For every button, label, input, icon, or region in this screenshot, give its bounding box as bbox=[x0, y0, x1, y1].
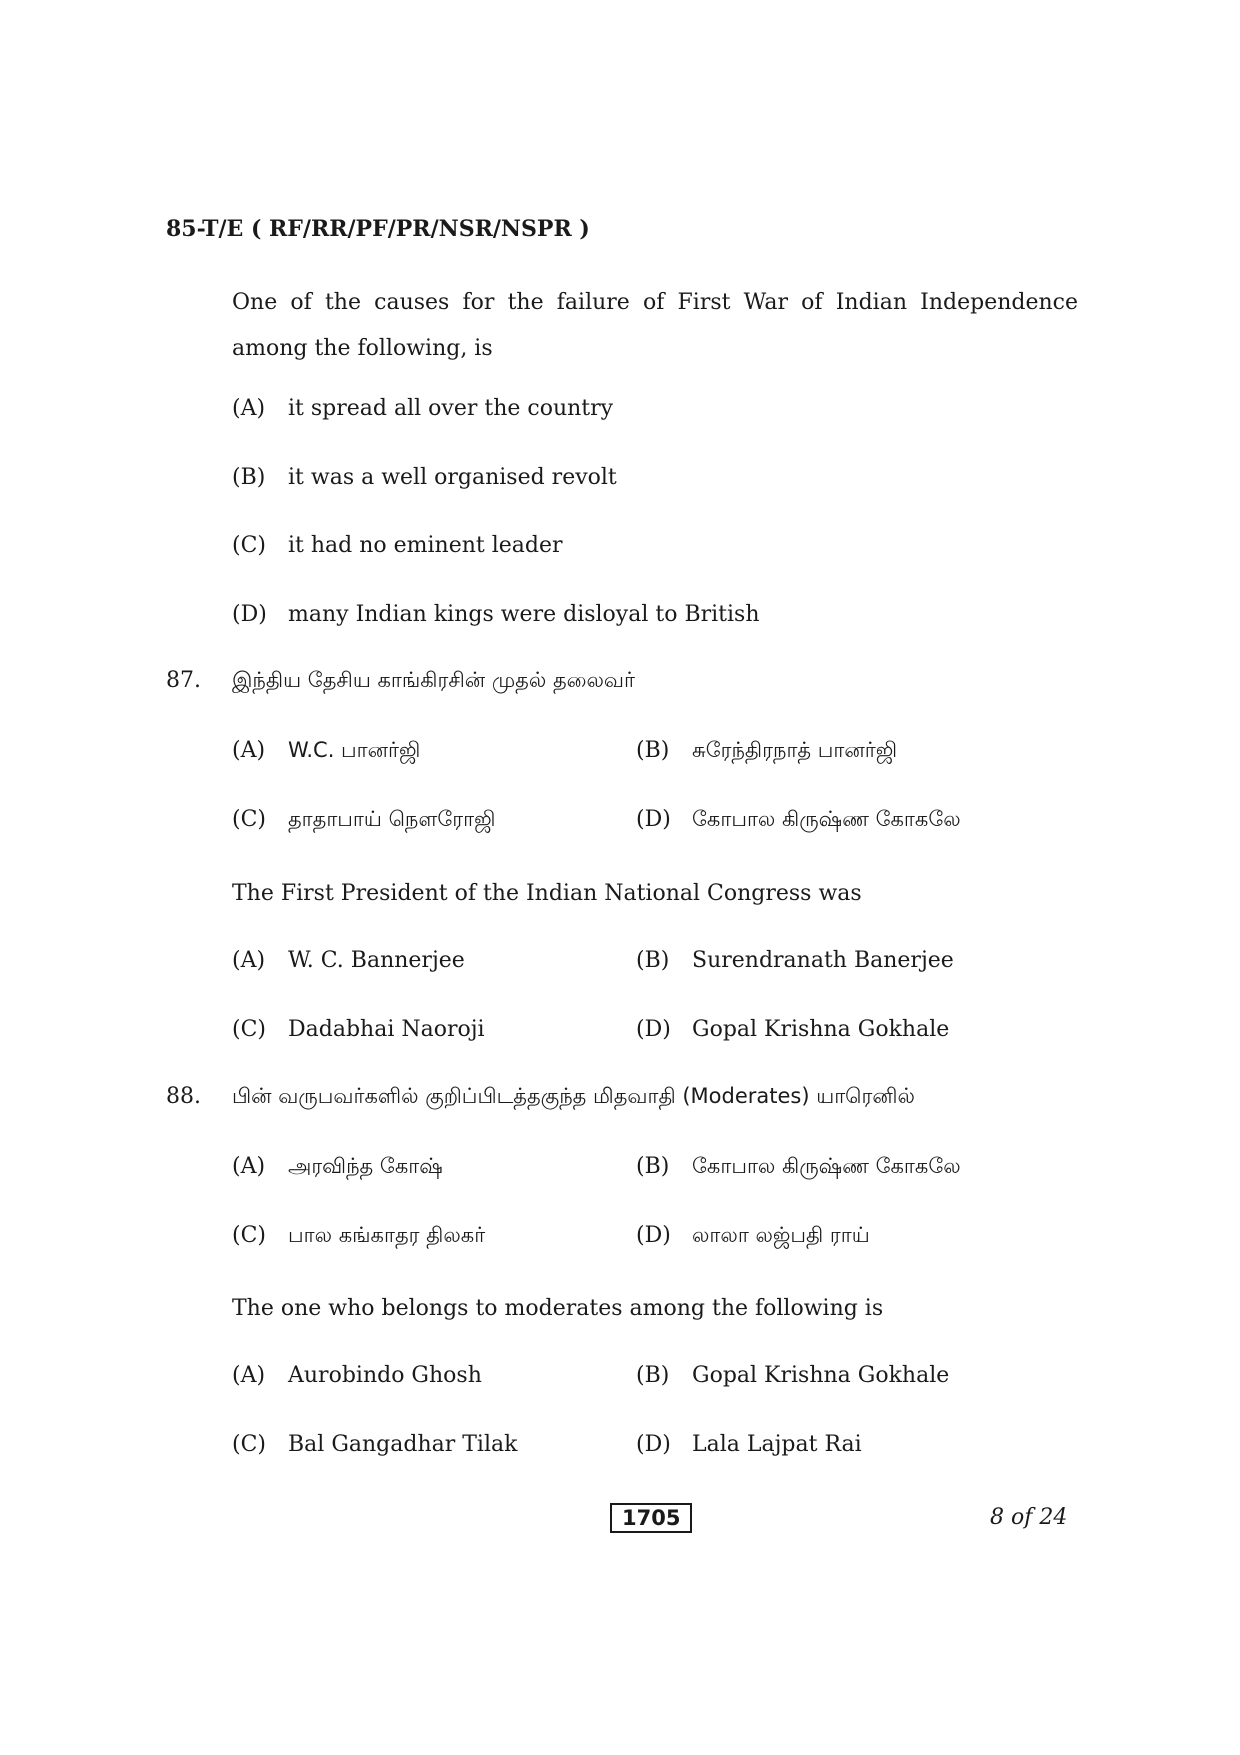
question-88-number: 88. bbox=[166, 1084, 201, 1109]
q86-option-d-label: (D) bbox=[232, 602, 267, 627]
q87-ta-option-d-label: (D) bbox=[636, 807, 671, 832]
paper-code-header: 85-T/E ( RF/RR/PF/PR/NSR/NSPR ) bbox=[166, 216, 590, 242]
q88-ta-option-b-label: (B) bbox=[636, 1154, 670, 1179]
question-87-number: 87. bbox=[166, 668, 201, 693]
q87-en-option-d: Gopal Krishna Gokhale bbox=[692, 1017, 950, 1042]
q88-ta-option-a-label: (A) bbox=[232, 1154, 266, 1179]
q86-option-b-label: (B) bbox=[232, 465, 266, 490]
q87-en-option-a: W. C. Bannerjee bbox=[288, 948, 465, 973]
q87-ta-option-c: தாதாபாய் நௌரோஜி bbox=[288, 807, 496, 831]
q88-ta-option-d: லாலா லஜ்பதி ராய் bbox=[692, 1223, 870, 1247]
q88-en-option-a-label: (A) bbox=[232, 1363, 266, 1388]
q87-en-option-d-label: (D) bbox=[636, 1017, 671, 1042]
q88-en-option-c-label: (C) bbox=[232, 1432, 266, 1457]
q87-ta-option-c-label: (C) bbox=[232, 807, 266, 832]
footer-code-box: 1705 bbox=[610, 1503, 692, 1533]
q88-ta-option-a: அரவிந்த கோஷ் bbox=[288, 1154, 443, 1178]
question-87-text-ta: இந்திய தேசிய காங்கிரசின் முதல் தலைவர் bbox=[232, 668, 635, 692]
question-86-text-en: One of the causes for the failure of First War of Indian Independence among the following, is bbox=[232, 290, 1078, 361]
q88-en-option-b-label: (B) bbox=[636, 1363, 670, 1388]
q87-ta-option-b-label: (B) bbox=[636, 738, 670, 763]
question-88-text-en: The one who belongs to moderates among the following is bbox=[232, 1296, 884, 1321]
q86-option-a-label: (A) bbox=[232, 396, 266, 421]
q88-ta-option-d-label: (D) bbox=[636, 1223, 671, 1248]
q88-en-option-a: Aurobindo Ghosh bbox=[288, 1363, 482, 1388]
q88-en-option-b: Gopal Krishna Gokhale bbox=[692, 1363, 950, 1388]
q87-en-option-b-label: (B) bbox=[636, 948, 670, 973]
q86-option-c-label: (C) bbox=[232, 533, 266, 558]
q86-option-b: it was a well organised revolt bbox=[288, 465, 617, 490]
q87-en-option-b: Surendranath Banerjee bbox=[692, 948, 954, 973]
q86-option-a: it spread all over the country bbox=[288, 396, 614, 421]
q88-ta-option-c-label: (C) bbox=[232, 1223, 266, 1248]
q88-ta-option-c: பால கங்காதர திலகர் bbox=[288, 1223, 486, 1247]
q88-en-option-c: Bal Gangadhar Tilak bbox=[288, 1432, 518, 1457]
q87-en-option-c: Dadabhai Naoroji bbox=[288, 1017, 485, 1042]
q87-ta-option-d: கோபால கிருஷ்ண கோகலே bbox=[692, 807, 961, 831]
q87-ta-option-b: சுரேந்திரநாத் பானர்ஜி bbox=[692, 738, 898, 762]
question-88-text-ta: பின் வருபவர்களில் குறிப்பிடத்தகுந்த மிதவாதி (Moderates) யாரெனில் bbox=[232, 1084, 915, 1108]
q87-en-option-a-label: (A) bbox=[232, 948, 266, 973]
q88-ta-option-b: கோபால கிருஷ்ண கோகலே bbox=[692, 1154, 961, 1178]
q87-en-option-c-label: (C) bbox=[232, 1017, 266, 1042]
q86-option-d: many Indian kings were disloyal to British bbox=[288, 602, 760, 627]
q88-en-option-d-label: (D) bbox=[636, 1432, 671, 1457]
page-number: 8 of 24 bbox=[990, 1505, 1068, 1530]
q86-option-c: it had no eminent leader bbox=[288, 533, 563, 558]
q87-ta-option-a: W.C. பானர்ஜி bbox=[288, 738, 421, 762]
question-87-text-en: The First President of the Indian National Congress was bbox=[232, 881, 862, 906]
q88-en-option-d: Lala Lajpat Rai bbox=[692, 1432, 862, 1457]
q87-ta-option-a-label: (A) bbox=[232, 738, 266, 763]
